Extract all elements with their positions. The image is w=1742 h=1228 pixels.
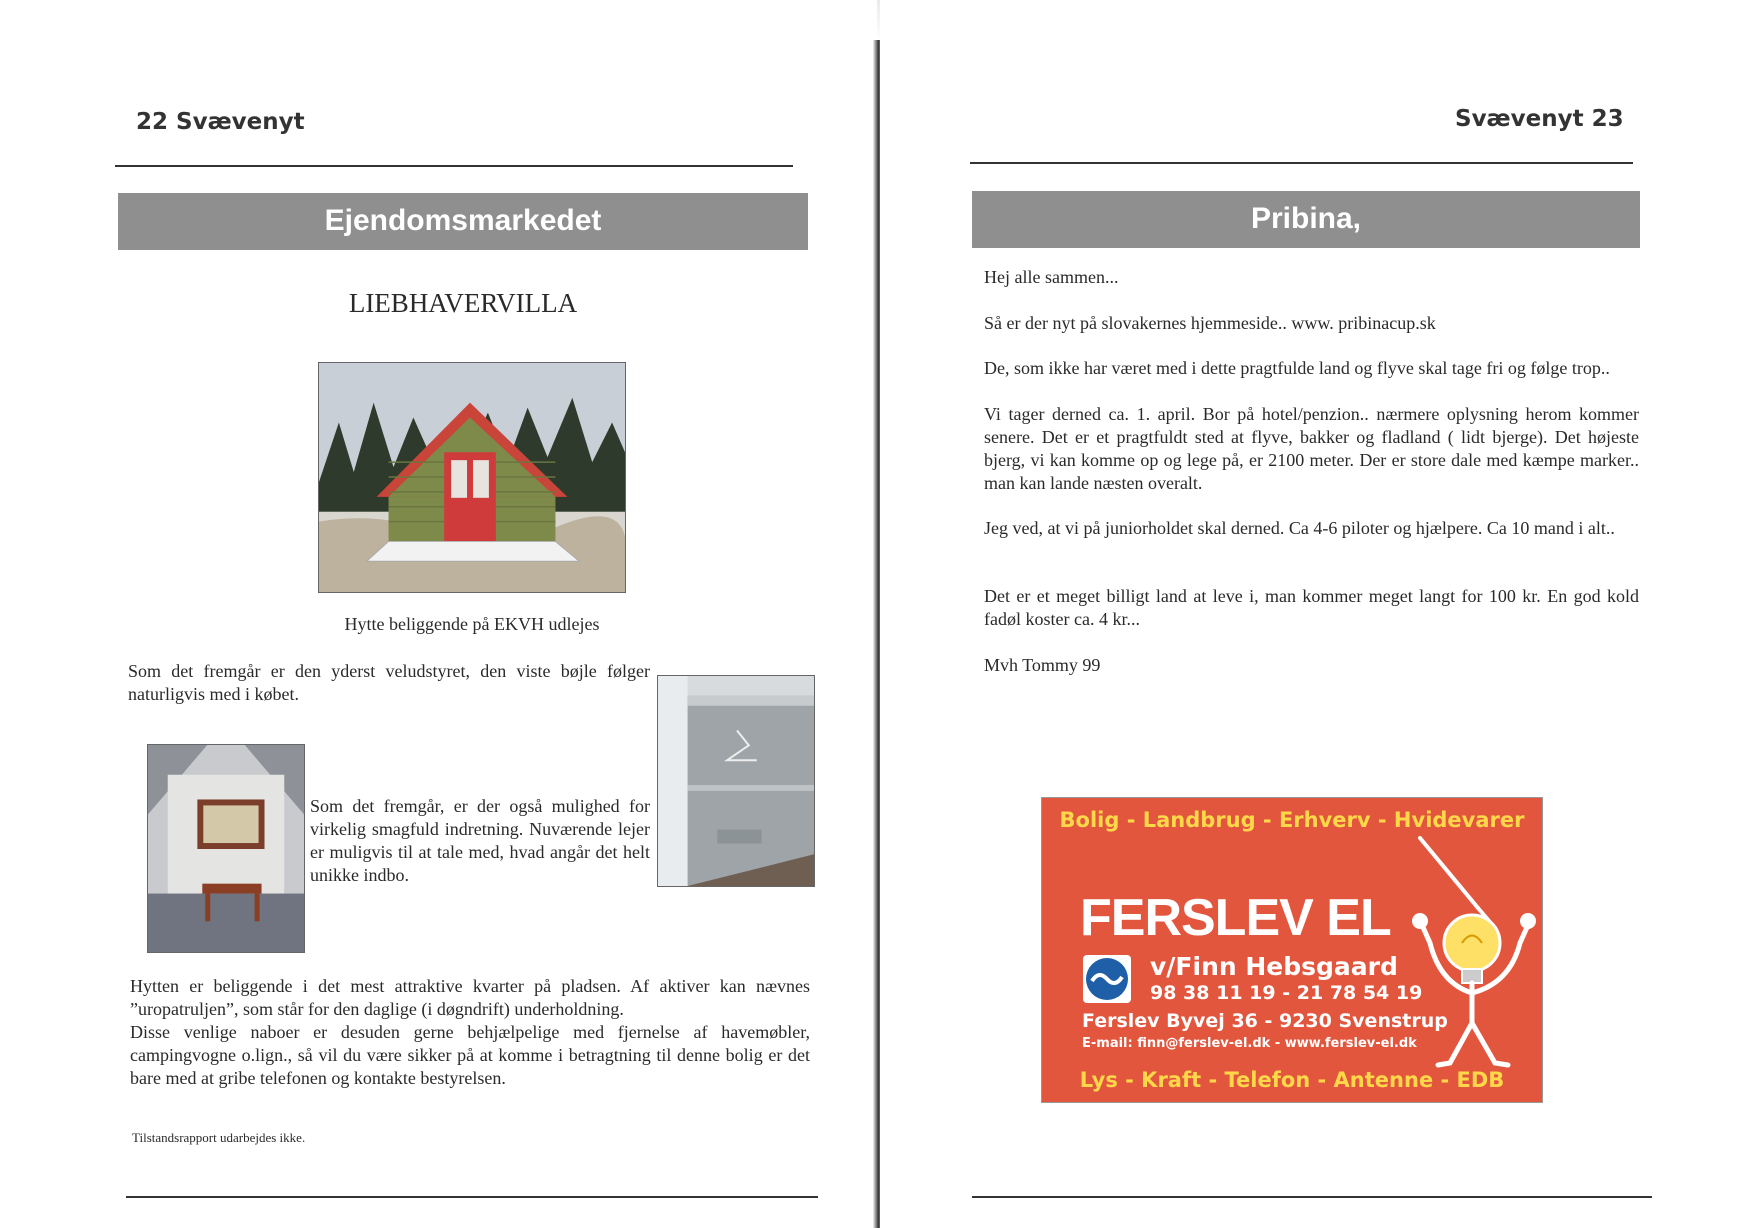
paragraph-4: Jeg ved, at vi på juniorholdet skal derned. Ca 4-6 piloter og hjælpere. Ca 10 mand i alt.. [984,518,1615,538]
headline: LIEBHAVERVILLA [348,288,578,318]
signature: Mvh Tommy 99 [984,655,1101,675]
lightbulb-mascot-icon [1400,833,1540,1073]
ac-wave-logo-icon [1082,954,1132,1004]
header-rule-right [970,162,1633,164]
paragraph-1: Som det fremgår er den yderst veludstyret, den viste bøjle følger naturligvis med i købet. [128,661,650,704]
paragraph-3: Vi tager derned ca. 1. april. Bor på hotel/penzion.. nærmere oplysning herom kommer senere. Det er et pragtfuldt sted at flyve, bakker og fladland ( lidt bjerge). Det højeste bjerg, vi kan komme op og lege på, er 2100 meter. Der er store dale med kæmpe marker.. man kan lande næsten overalt. [984,404,1639,493]
paragraph-4: Disse venlige naboer er desuden gerne behjælpelige med fjernelse af havemøbler, campingvogne o.lign., så vil du være sikker på at komme i betragtning til denne bolig er det bare med at gribe telefonen og kontakte bestyrelsen. [130,1022,810,1088]
paragraph-3: Hytten er beliggende i det mest attraktive kvarter på pladsen. Af aktiver kan nævnes ”uropatruljen”, som står for den daglige (i døgndrift) underholdning. [130,976,810,1019]
cabin-photo [318,362,626,593]
closet-photo [657,675,815,887]
interior-photo [147,744,305,953]
ad-services-top: Bolig - Landbrug - Erhverv - Hvidevarer [1059,808,1525,832]
ad-owner: v/Finn Hebsgaard [1150,952,1398,981]
running-head-right: Svævenyt 23 [1455,106,1624,132]
footnote: Tilstandsrapport udarbejdes ikke. [132,1130,306,1145]
ad-email: E-mail: finn@ferslev-el.dk - www.ferslev-el.dk [1082,1036,1417,1051]
paragraph-2: De, som ikke har været med i dette pragtfulde land og flyve skal tage fri og følge trop.. [984,358,1610,378]
footer-rule-right [972,1196,1652,1198]
section-banner-left: Ejendomsmarkedet [118,193,808,250]
greeting: Hej alle sammen... [984,267,1119,287]
running-head-left: 22 Svævenyt [136,109,305,135]
ferslev-el-advertisement [1041,797,1543,1103]
ad-brand-name: FERSLEV EL [1080,889,1391,947]
paragraph-1: Så er der nyt på slovakernes hjemmeside.. www. pribinacup.sk [984,313,1436,333]
photo-caption: Hytte beliggende på EKVH udlejes [344,614,600,634]
paragraph-2: Som det fremgår, er der også mulighed for virkelig smagfuld indretning. Nuværende lejer er muligvis til at tale med, hvad angår det helt unikke indbo. [310,796,650,885]
ad-address: Ferslev Byvej 36 - 9230 Svenstrup [1082,1010,1448,1032]
section-banner-right: Pribina, [972,191,1640,248]
header-rule-left [115,165,793,167]
ad-phones: 98 38 11 19 - 21 78 54 19 [1150,982,1423,1004]
paragraph-5: Det er et meget billigt land at leve i, man kommer meget langt for 100 kr. En god kold fadøl koster ca. 4 kr... [984,586,1639,629]
footer-rule-left [126,1196,818,1198]
ad-services-bottom: Lys - Kraft - Telefon - Antenne - EDB [1079,1068,1505,1092]
